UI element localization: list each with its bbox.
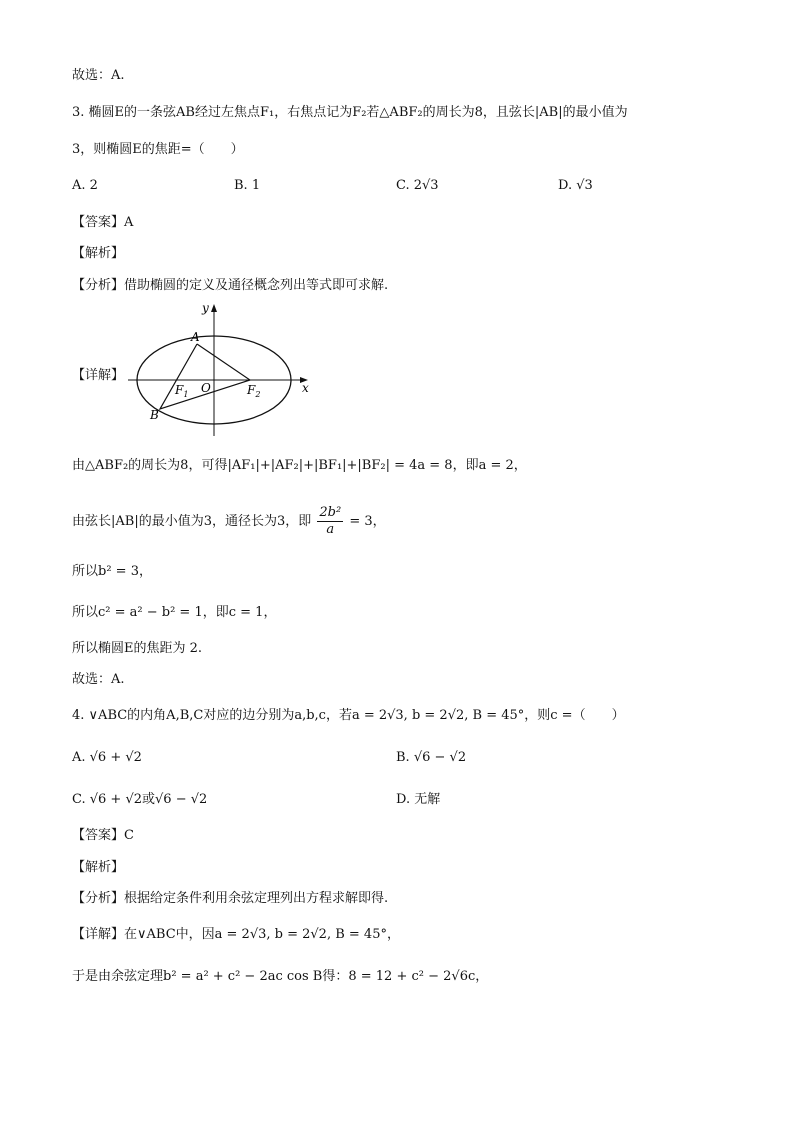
y-axis-label: y xyxy=(202,301,209,315)
y-axis-arrow xyxy=(211,304,217,312)
q3-detail-chord xyxy=(72,502,386,542)
q3-chord-text: 由弦长|AB|的最小值为3，通径长为3，即 xyxy=(72,514,312,529)
fraction-2b2-over-a xyxy=(317,505,343,538)
q3-option-b: B. 1 xyxy=(234,178,261,193)
point-b-label: B xyxy=(150,408,159,422)
q4-analysis: 【分析】根据给定条件利用余弦定理列出方程求解即得. xyxy=(72,891,389,906)
q4-option-b: B. √6 − √2 xyxy=(396,750,467,765)
q3-option-d: D. √3 xyxy=(558,178,593,193)
q4-detail-cosine: 于是由余弦定理b² = a² + c² − 2ac cos B得：8 = 12 + c² − 2√6c， xyxy=(72,969,489,984)
q3-detail-perimeter: 由△ABF₂的周长为8，可得|AF₁|+|AF₂|+|BF₁|+|BF₂| = 4a = 8，即a = 2， xyxy=(72,458,527,473)
q3-final-choice: 故选：A. xyxy=(72,672,125,687)
focus-f1-label: $F_1$ xyxy=(175,383,189,399)
fraction-denominator: a xyxy=(326,522,335,537)
x-axis-label: x xyxy=(302,381,309,395)
origin-label: O xyxy=(201,381,211,395)
question-4-stem: 4. ∨ABC的内角A,B,C对应的边分别为a,b,c，若a = 2√3, b = 2√2, B = 45°，则c =（ ） xyxy=(72,708,625,723)
ellipse-figure xyxy=(128,300,328,442)
q3-analysis: 【分析】借助椭圆的定义及通径概念列出等式即可求解. xyxy=(72,278,389,293)
q3-option-a: A. 2 xyxy=(72,178,98,193)
answer-choice-line: 故选：A. xyxy=(72,68,125,83)
q3-answer: 【答案】A xyxy=(72,215,134,230)
q4-analysis-heading: 【解析】 xyxy=(72,860,125,875)
q4-option-d: D. 无解 xyxy=(396,792,441,807)
triangle-abf2 xyxy=(160,344,250,409)
question-3-stem: 3. 椭圆E的一条弦AB经过左焦点F₁，右焦点记为F₂若△ABF₂的周长为8，且弦长|AB|的最小值为 xyxy=(72,105,628,120)
point-a-label: A xyxy=(191,330,200,344)
question-3-stem-cont: 3，则椭圆E的焦距=（ ） xyxy=(72,142,244,157)
q3-option-c: C. 2√3 xyxy=(396,178,439,193)
q3-analysis-heading: 【解析】 xyxy=(72,246,125,261)
focus-f2-label: $F_2$ xyxy=(247,383,261,399)
q3-chord-result: = 3， xyxy=(349,514,386,529)
q4-option-a: A. √6 + √2 xyxy=(72,750,142,765)
q4-detail: 【详解】在∨ABC中，因a = 2√3, b = 2√2, B = 45°， xyxy=(72,927,400,942)
q3-detail-b2: 所以b² = 3， xyxy=(72,564,152,579)
q4-option-c: C. √6 + √2或√6 − √2 xyxy=(72,792,208,807)
q3-detail-c2: 所以c² = a² − b² = 1，即c = 1， xyxy=(72,605,277,620)
q3-detail-heading: 【详解】 xyxy=(72,368,125,383)
q3-detail-conclusion: 所以椭圆E的焦距为 2. xyxy=(72,641,203,656)
q4-answer: 【答案】C xyxy=(72,828,134,843)
fraction-numerator: 2b² xyxy=(319,505,342,520)
